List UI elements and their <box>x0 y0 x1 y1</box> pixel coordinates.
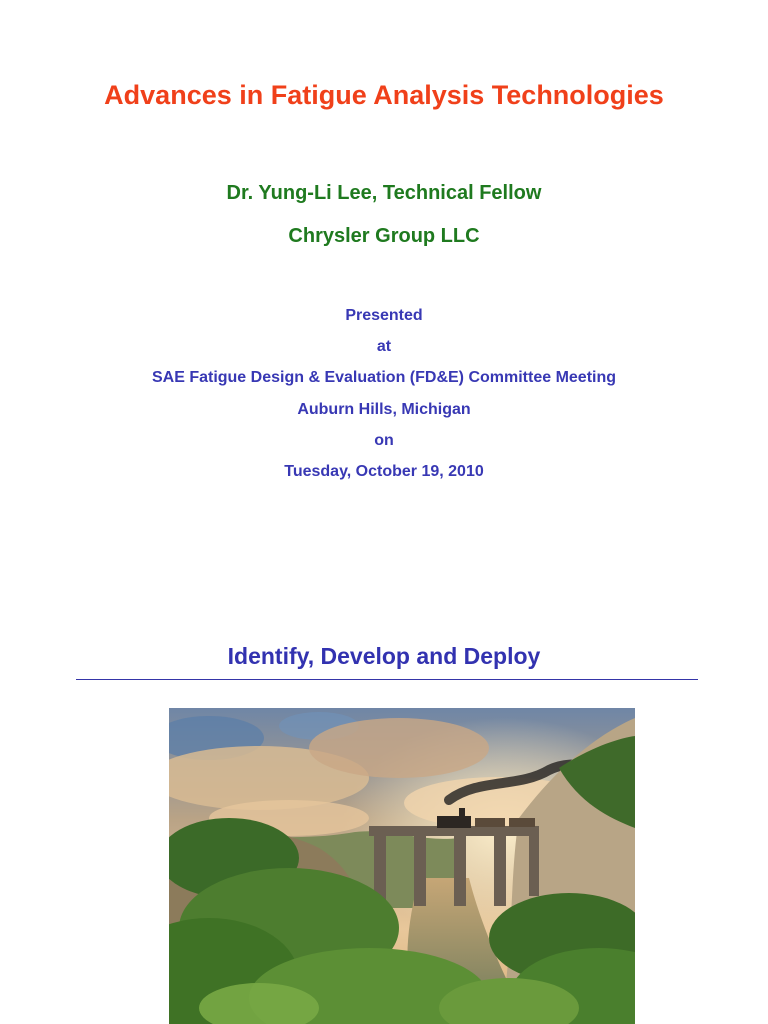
presented-label: Presented <box>345 307 423 324</box>
document-title: Advances in Fatigue Analysis Technologies <box>104 80 664 110</box>
at-label: at <box>376 338 392 356</box>
presentation-details <box>0 300 768 487</box>
landscape-illustration <box>169 708 635 1024</box>
author-company: Chrysler Group LLC <box>288 225 480 247</box>
horizontal-rule <box>76 679 698 680</box>
on-label: on <box>374 431 394 449</box>
meeting-name: SAE Fatigue Design & Evaluation (FD&E) Committee Meeting <box>151 369 617 387</box>
author-block <box>0 172 768 258</box>
tagline: Identify, Develop and Deploy <box>227 643 541 669</box>
meeting-location: Auburn Hills, Michigan <box>297 400 471 418</box>
author-name: Dr. Yung-Li Lee, Technical Fellow <box>226 182 542 204</box>
meeting-date: Tuesday, October 19, 2010 <box>284 463 484 481</box>
